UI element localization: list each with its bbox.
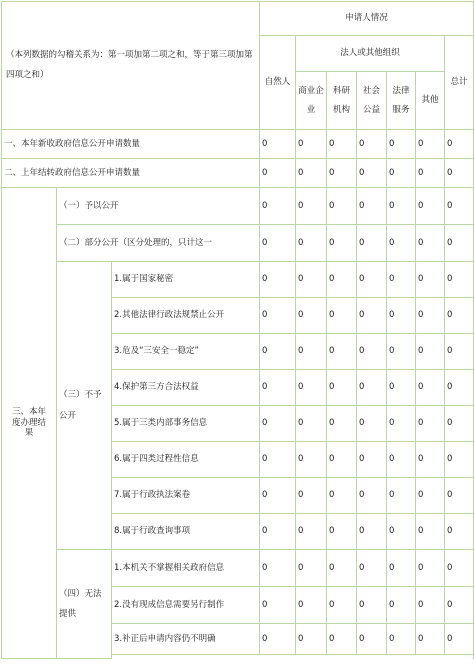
value-cell: 0 [357,159,387,188]
value-cell: 0 [357,514,387,550]
value-cell: 0 [445,624,474,655]
total-header: 总计 [445,36,474,130]
filler-cell [112,655,474,659]
value-cell: 0 [416,334,445,370]
value-cell: 0 [260,406,296,442]
value-cell: 0 [260,514,296,550]
value-cell: 0 [387,130,416,159]
value-cell: 0 [260,188,296,225]
value-cell: 0 [327,406,357,442]
value-cell: 0 [327,262,357,298]
value-cell: 0 [387,370,416,406]
list-item: 2.没有现成信息需要另行制作 [112,587,260,624]
value-cell: 0 [296,188,327,225]
value-cell: 0 [296,442,327,478]
value-cell: 0 [296,130,327,159]
value-cell: 0 [445,334,474,370]
list-item: 4.保护第三方合法权益 [112,370,260,406]
value-cell: 0 [357,478,387,514]
value-cell: 0 [445,188,474,225]
value-cell: 0 [357,442,387,478]
value-cell: 0 [387,550,416,587]
value-cell: 0 [296,225,327,262]
list-item: 1.属于国家秘密 [112,262,260,298]
value-cell: 0 [445,370,474,406]
value-cell: 0 [445,587,474,624]
value-cell: 0 [260,298,296,334]
value-cell: 0 [387,188,416,225]
value-cell: 0 [416,406,445,442]
value-cell: 0 [357,370,387,406]
value-cell: 0 [357,225,387,262]
list-item: 3.补正后申请内容仍不明确 [112,624,260,655]
value-cell: 0 [357,550,387,587]
value-cell: 0 [387,624,416,655]
value-cell: 0 [357,406,387,442]
value-cell: 0 [416,225,445,262]
list-item: 7.属于行政执法案卷 [112,478,260,514]
value-cell: 0 [260,370,296,406]
value-cell: 0 [260,624,296,655]
col-business: 商业企业 [296,72,327,130]
value-cell: 0 [296,550,327,587]
row-new-applications: 一、本年新收政府信息公开申请数量 [2,130,260,159]
value-cell: 0 [357,334,387,370]
value-cell: 0 [445,262,474,298]
row-carried-over: 二、上年结转政府信息公开申请数量 [2,159,260,188]
table-note: （本列数据的勾稽关系为：第一项加第二项之和，等于第三项加第四项之和） [2,2,260,130]
value-cell: 0 [327,624,357,655]
value-cell: 0 [260,159,296,188]
value-cell: 0 [327,514,357,550]
value-cell: 0 [327,587,357,624]
value-cell: 0 [357,262,387,298]
value-cell: 0 [296,334,327,370]
value-cell: 0 [387,262,416,298]
value-cell: 0 [445,159,474,188]
value-cell: 0 [357,188,387,225]
group-not-disclosed: （三）不予公开 [57,262,112,550]
value-cell: 0 [260,130,296,159]
value-cell: 0 [445,478,474,514]
list-item: 6.属于四类过程性信息 [112,442,260,478]
value-cell: 0 [296,370,327,406]
value-cell: 0 [296,624,327,655]
list-item: 8.属于行政查询事项 [112,514,260,550]
value-cell: 0 [327,159,357,188]
value-cell: 0 [416,514,445,550]
value-cell: 0 [416,478,445,514]
value-cell: 0 [445,406,474,442]
list-item: 2.其他法律行政法规禁止公开 [112,298,260,334]
value-cell: 0 [445,442,474,478]
list-item: 5.属于三类内部事务信息 [112,406,260,442]
value-cell: 0 [387,225,416,262]
value-cell: 0 [416,550,445,587]
value-cell: 0 [416,624,445,655]
value-cell: 0 [296,587,327,624]
value-cell: 0 [387,406,416,442]
value-cell: 0 [387,334,416,370]
value-cell: 0 [416,587,445,624]
value-cell: 0 [296,478,327,514]
list-item: 3.危及“三安全一稳定” [112,334,260,370]
col-research: 科研机构 [327,72,357,130]
value-cell: 0 [387,298,416,334]
value-cell: 0 [416,262,445,298]
col-other: 其他 [416,72,445,130]
value-cell: 0 [357,587,387,624]
value-cell: 0 [416,298,445,334]
group-unable-to-provide: （四）无法提供 [57,550,112,659]
value-cell: 0 [327,298,357,334]
value-cell: 0 [260,587,296,624]
value-cell: 0 [387,442,416,478]
value-cell: 0 [387,159,416,188]
applicant-status-header: 申请人情况 [260,2,474,36]
col-legal-service: 法律服务 [387,72,416,130]
value-cell: 0 [357,130,387,159]
row-partially-disclosed: （二）部分公开（区分处理的，只计这一 [57,225,260,262]
value-cell: 0 [357,298,387,334]
value-cell: 0 [296,159,327,188]
disclosure-table [1,1,474,659]
value-cell: 0 [260,262,296,298]
value-cell: 0 [416,442,445,478]
value-cell: 0 [327,130,357,159]
value-cell: 0 [327,188,357,225]
value-cell: 0 [296,298,327,334]
value-cell: 0 [296,514,327,550]
value-cell: 0 [416,159,445,188]
value-cell: 0 [327,334,357,370]
value-cell: 0 [416,188,445,225]
value-cell: 0 [387,514,416,550]
value-cell: 0 [296,406,327,442]
value-cell: 0 [445,130,474,159]
value-cell: 0 [327,442,357,478]
value-cell: 0 [260,225,296,262]
value-cell: 0 [387,478,416,514]
natural-person-header: 自然人 [260,36,296,130]
list-item: 1.本机关不掌握相关政府信息 [112,550,260,587]
value-cell: 0 [445,514,474,550]
value-cell: 0 [327,225,357,262]
value-cell: 0 [296,262,327,298]
value-cell: 0 [445,550,474,587]
value-cell: 0 [387,587,416,624]
value-cell: 0 [260,442,296,478]
value-cell: 0 [445,298,474,334]
value-cell: 0 [260,550,296,587]
value-cell: 0 [445,225,474,262]
section-results-label: 三、本年度办理结果 [2,188,57,659]
col-public-welfare: 社会公益 [357,72,387,130]
value-cell: 0 [260,334,296,370]
value-cell: 0 [357,624,387,655]
value-cell: 0 [416,130,445,159]
legal-group-header: 法人或其他组织 [296,36,445,72]
value-cell: 0 [327,478,357,514]
value-cell: 0 [416,370,445,406]
value-cell: 0 [327,370,357,406]
value-cell: 0 [327,550,357,587]
value-cell: 0 [260,478,296,514]
row-disclosed: （一）予以公开 [57,188,260,225]
